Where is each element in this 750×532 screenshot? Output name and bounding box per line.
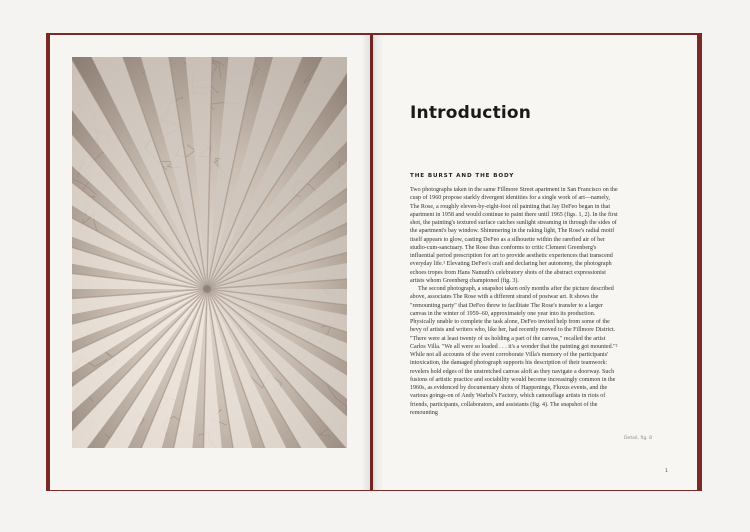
page-number: 1 bbox=[665, 469, 668, 474]
paragraph-1: Two photographs taken in the same Fillmore Street apartment in San Francisco on the cusp of 1960 propose starkly divergent identities for a single work of art—namely, The Rose, a roughly eleven-by-eight-foot oil painting that Jay DeFeo began in that apartment in 1958 and would continue to paint there until 1965 (figs. 1, 2). In the first shot, the painting's textured surface catches sunlight streaming in through the sides of the apartment's bay window. Shimmering in the raking light, The Rose's radial motif itself appears to glow, casting DeFeo as a silhouette within the rarefied air of her studio-cum-sanctuary. The Rose thus conforms to critic Clement Greenberg's influential period prescription for art to provide aesthetic experiences that transcend everyday life.¹ Elevating DeFeo's craft and declaring her autonomy, the photograph echoes tropes from Hans Namuth's celebratory shots of the abstract expressionist artists whom Greenberg championed (fig. 3). bbox=[410, 187, 618, 284]
figure-caption: Detail, fig. 8 bbox=[624, 436, 653, 441]
body-text bbox=[410, 186, 618, 417]
section-heading: THE BURST AND THE BODY bbox=[410, 173, 515, 179]
artwork-detail-image bbox=[72, 57, 347, 448]
page-title: Introduction bbox=[410, 103, 532, 123]
page-gutter-shadow bbox=[362, 35, 384, 490]
paragraph-2: The second photograph, a snapshot taken only months after the picture described above, associates The Rose with a different strand of postwar art. It shows the "remounting party" that DeFeo threw to facilitate The Rose's transfer to a larger canvas in the winter of 1959–60, approximately one year into its production. Physically unable to complete the task alone, DeFeo invited help from some of the bevy of artists and writers who, like her, had recently moved to the Fillmore District. "There were at least twenty of us holding a part of the canvas," recalled the artist Carlos Villa. "We all were so loaded . . . it's a wonder that the painting got mounted."² While not all accounts of the event corroborate Villa's memory of the participants' intoxication, the damaged photograph supports his description of their teamwork: revelers hold edges of the unstretched canvas aloft as they navigate a doorway. Such fusions of artistic practice and sociability would become increasingly common in the 1960s, as evidenced by documentary shots of Happenings, Fluxus events, and the various goings-on of Andy Warhol's Factory, which camouflage artists in riots of friends, participants, collaborators, and assistants (fig. 4). The snapshot of the remounting bbox=[410, 286, 618, 416]
